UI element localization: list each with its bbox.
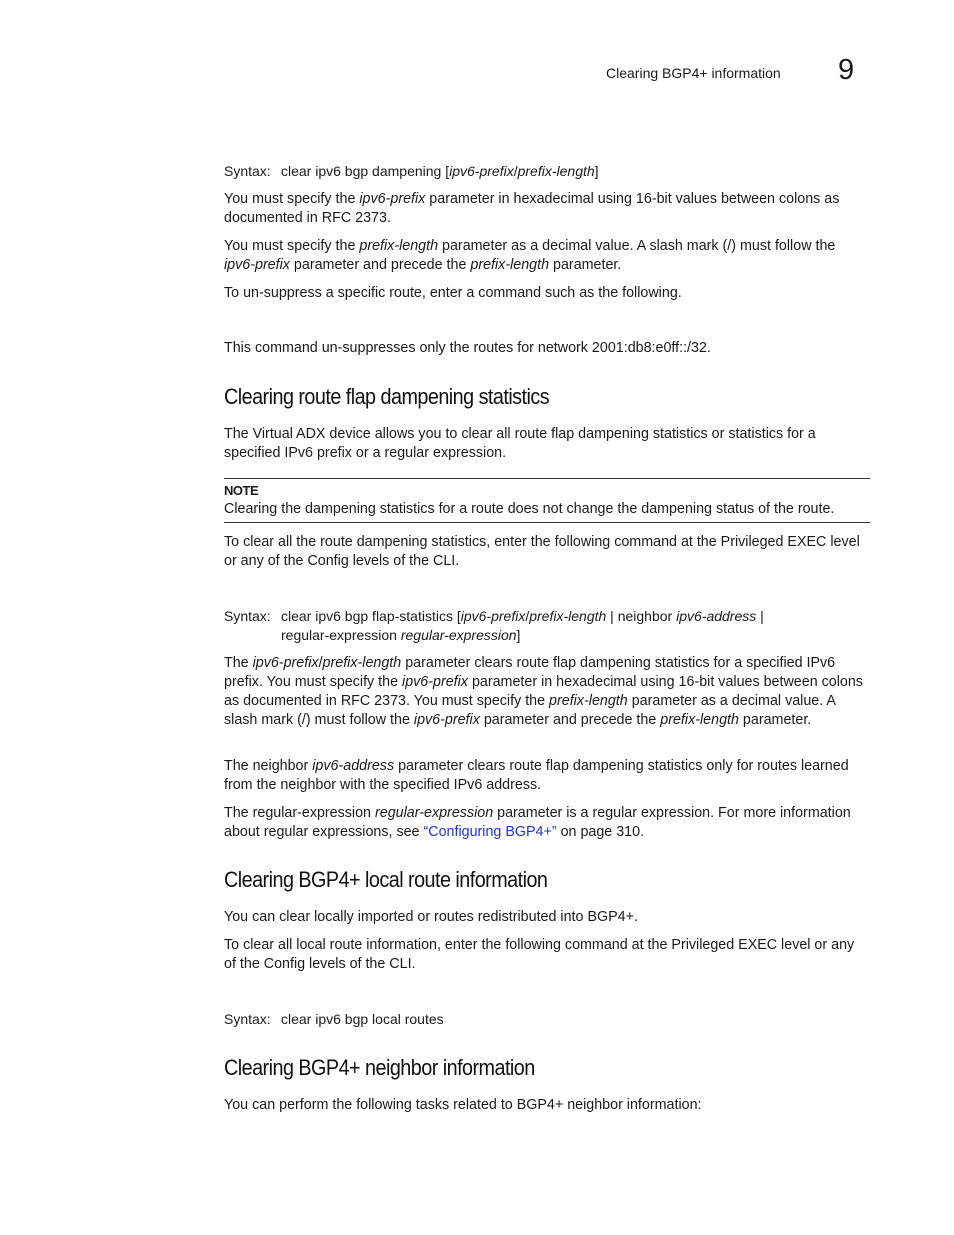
paragraph-intro: The Virtual ADX device allows you to clear all route flap dampening statistics or statistics for a specified IPv6 prefix or a regular expression. (224, 426, 816, 461)
pipe: | (606, 608, 618, 624)
text: / (318, 655, 323, 671)
param-prefix-length: prefix-length (470, 257, 550, 273)
syntax-label: Syntax: (224, 608, 271, 624)
chapter-number: 9 (838, 54, 855, 86)
text: parameter is a regular expression. For more information about regular expressions, see (224, 805, 851, 840)
text: on page 310. (556, 824, 645, 840)
bracket-open: [ (441, 163, 450, 179)
syntax-label: Syntax: (224, 1011, 271, 1027)
text: parameter in hexadecimal using 16-bit values between colons as documented in RFC 2373. (224, 191, 840, 226)
note-top-rule (224, 478, 870, 479)
note-bottom-rule (224, 522, 870, 523)
text: parameter and precede the (479, 712, 661, 728)
keyword-neighbor: neighbor (252, 758, 309, 774)
text: parameter. (738, 712, 812, 728)
paragraph-ipv6-prefix (224, 190, 870, 228)
param-ipv6-prefix: ipv6-prefix (252, 655, 319, 671)
syntax-command: clear ipv6 bgp dampening (281, 163, 442, 179)
paragraph-prefix-param (224, 654, 870, 730)
paragraph-unsuppress: To un-suppress a specific route, enter a command such as the following. (224, 285, 682, 301)
bracket-open: [ (452, 608, 461, 624)
syntax-label: Syntax: (224, 163, 271, 179)
text: The (224, 805, 253, 821)
param-regular-expression: regular-expression (396, 627, 517, 643)
pipe: | (756, 608, 764, 624)
text: parameter. (549, 257, 622, 273)
text: The (224, 758, 253, 774)
keyword-regular-expression: regular-expression (252, 805, 372, 821)
param-prefix-length: prefix-length (517, 163, 595, 179)
param-prefix-length: prefix-length (660, 712, 739, 728)
text: parameter and precede the (289, 257, 471, 273)
keyword-neighbor: neighbor (617, 608, 673, 624)
running-header: Clearing BGP4+ information (606, 65, 781, 81)
note-label: NOTE (224, 483, 259, 498)
param-prefix-length: prefix-length (359, 238, 439, 254)
bracket-close: ] (594, 163, 599, 179)
text: parameter as a decimal value. A slash mark (/) must follow the (224, 693, 836, 728)
note-box (224, 481, 870, 519)
section-heading-neighbor-info: Clearing BGP4+ neighbor information (224, 1055, 535, 1080)
link-configuring-bgp4[interactable]: “Configuring BGP4+” (423, 824, 557, 840)
paragraph-local-intro: You can clear locally imported or routes redistributed into BGP4+. (224, 909, 638, 925)
param-ipv6-prefix: ipv6-prefix (449, 163, 514, 179)
syntax-local-routes (224, 1010, 870, 1029)
param-prefix-length: prefix-length (322, 655, 402, 671)
param-ipv6-prefix: ipv6-prefix (224, 257, 290, 273)
syntax-command: clear ipv6 bgp flap-statistics (281, 608, 453, 624)
note-text: Clearing the dampening statistics for a route does not change the dampening status of the route. (224, 501, 835, 517)
text: You must specify the (224, 191, 360, 207)
text: You must specify the (224, 238, 360, 254)
syntax-command: clear ipv6 bgp local routes (281, 1011, 444, 1027)
param-prefix-length: prefix-length (529, 608, 607, 624)
paragraph-regex-param (224, 804, 870, 842)
param-ipv6-prefix: ipv6-prefix (413, 712, 480, 728)
keyword-regular-expression: regular-expression (281, 627, 397, 643)
syntax-dampening (224, 162, 870, 181)
text: The (224, 655, 253, 671)
paragraph-clear-all: To clear all the route dampening statistics, enter the following command at the Privileged EXEC level or any of the Config levels of the CLI. (224, 534, 860, 569)
syntax-flap-statistics (224, 607, 870, 645)
text: parameter clears route flap dampening statistics for a specified IPv6 prefix. You must specify the (224, 655, 836, 690)
param-ipv6-prefix: ipv6-prefix (402, 674, 468, 690)
bracket-close: ] (516, 627, 521, 643)
section-heading-local-route: Clearing BGP4+ local route information (224, 867, 548, 892)
param-prefix-length: prefix-length (549, 693, 628, 709)
param-ipv6-address: ipv6-address (672, 608, 757, 624)
param-ipv6-address: ipv6-address (312, 758, 395, 774)
section-heading-flap-statistics: Clearing route flap dampening statistics (224, 384, 550, 409)
paragraph-neighbor-param (224, 757, 870, 795)
paragraph-unsuppress-result: This command un-suppresses only the routes for network 2001:db8:e0ff::/32. (224, 340, 711, 356)
text: parameter clears route flap dampening statistics only for routes learned from the neighbor with the specified IPv6 address. (224, 758, 849, 793)
param-regular-expression: regular-expression (375, 805, 494, 821)
param-ipv6-prefix: ipv6-prefix (359, 191, 426, 207)
text: parameter as a decimal value. A slash mark (/) must follow the (438, 238, 836, 254)
paragraph-prefix-length (224, 237, 870, 275)
text: parameter in hexadecimal using 16-bit values between colons as documented in RFC 2373. You must specify the (224, 674, 863, 709)
paragraph-neighbor-tasks: You can perform the following tasks related to BGP4+ neighbor information: (224, 1097, 702, 1113)
slash: / (525, 608, 530, 624)
param-ipv6-prefix: ipv6-prefix (460, 608, 526, 624)
paragraph-local-clear: To clear all local route information, enter the following command at the Privileged EXEC level or any of the Config levels of the CLI. (224, 937, 855, 972)
slash: / (513, 163, 518, 179)
